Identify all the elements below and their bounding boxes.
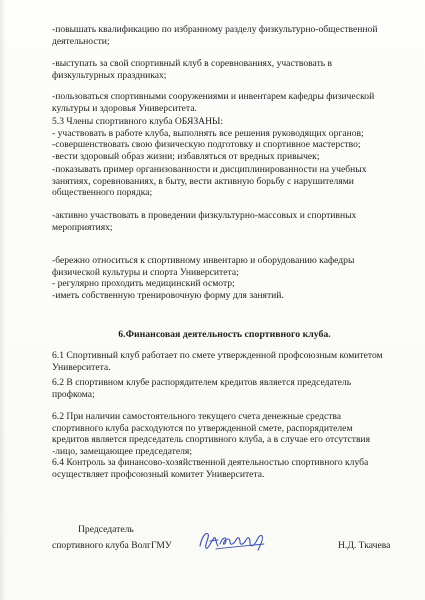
text-line: профкома; xyxy=(52,388,95,400)
signatory-title: Председатель xyxy=(78,524,134,535)
text-line: - участвовать в работе клуба, выполнять все решения руководящих органов; xyxy=(52,127,364,139)
text-line: физической культуры и спорта Университета; xyxy=(52,266,239,278)
text-line: спортивного клуба расходуются по утвержденной смете, распорядителем xyxy=(52,422,353,434)
paragraph-6-1-budget xyxy=(52,350,397,373)
paragraph-6-2-account-and-6-4-control xyxy=(52,411,397,481)
text-line: -активно участвовать в проведении физкультурно-массовых и спортивных xyxy=(52,210,357,221)
text-line: -совершенствовать свою физическую подготовку и спортивное мастерство; xyxy=(52,139,361,151)
text-line: -выступать за свой спортивный клуб в соревнованиях, участвовать в xyxy=(52,58,333,69)
handwritten-signature xyxy=(196,526,268,554)
paragraph-rights-facilities xyxy=(52,91,397,114)
text-line: культуры и здоровья Университета. xyxy=(52,102,197,114)
text-line: кредитов является председатель спортивного клуба, а в случае его отсутствия xyxy=(52,434,371,446)
text-line: -лицо, замещающее председателя; xyxy=(52,445,192,457)
text-line: мероприятиях; xyxy=(52,221,113,233)
text-line: осуществляет профсоюзный комитет Университета. xyxy=(52,468,265,480)
paragraph-member-duties xyxy=(52,116,397,162)
text-line: -вести здоровый образ жизни; избавляться от вредных привычек; xyxy=(52,150,320,162)
paragraph-6-2-credit-manager xyxy=(52,377,397,400)
text-line: занятиях, соревнованиях, в быту, вести активную борьбу с нарушителями xyxy=(52,175,354,187)
text-line: - регулярно проходить медицинский осмотр; xyxy=(52,278,235,290)
paragraph-duties-participation xyxy=(52,210,397,233)
text-line: физкультурных праздниках; xyxy=(52,69,167,81)
paragraph-rights-qualification xyxy=(52,24,397,47)
text-line: Университета. xyxy=(52,361,111,373)
text-line: -бережно относиться к спортивному инвентарю и оборудованию кафедры xyxy=(52,255,355,266)
paragraph-rights-competitions xyxy=(52,58,397,81)
signatory-name: Н.Д. Ткачева xyxy=(338,540,391,551)
text-line: общественного порядка; xyxy=(52,187,153,199)
text-line: 6.1 Спортивный клуб работает по смете утвержденной профсоюзным комитетом xyxy=(52,350,383,361)
text-line: -показывать пример организованности и дисциплинированности на учебных xyxy=(52,164,367,175)
text-line: -иметь собственную тренировочную форму для занятий. xyxy=(52,289,284,301)
text-line: 6.2 При наличии самостоятельного текущего счета денежные средства xyxy=(52,411,342,422)
text-line: 6.2 В спортивном клубе распорядителем кредитов является председатель xyxy=(52,377,352,388)
page-edge-shadow xyxy=(0,0,6,600)
paragraph-duties-equipment xyxy=(52,255,397,301)
paragraph-duties-example xyxy=(52,164,397,199)
text-line: -повышать квалификацию по избранному разделу физкультурно-общественной xyxy=(52,24,378,35)
text-line: 6.4 Контроль за финансово-хозяйственной деятельностью спортивного клуба xyxy=(52,457,369,469)
text-line: деятельности; xyxy=(52,35,110,47)
text-line: 5.3 Члены спортивного клуба ОБЯЗАНЫ: xyxy=(52,116,224,127)
section-heading: 6.Финансовая деятельность спортивного клуба. xyxy=(118,329,331,340)
signatory-organization: спортивного клуба ВолгГМУ xyxy=(52,540,172,551)
text-line: -пользоваться спортивными сооружениями и инвентарем кафедры физической xyxy=(52,91,375,102)
